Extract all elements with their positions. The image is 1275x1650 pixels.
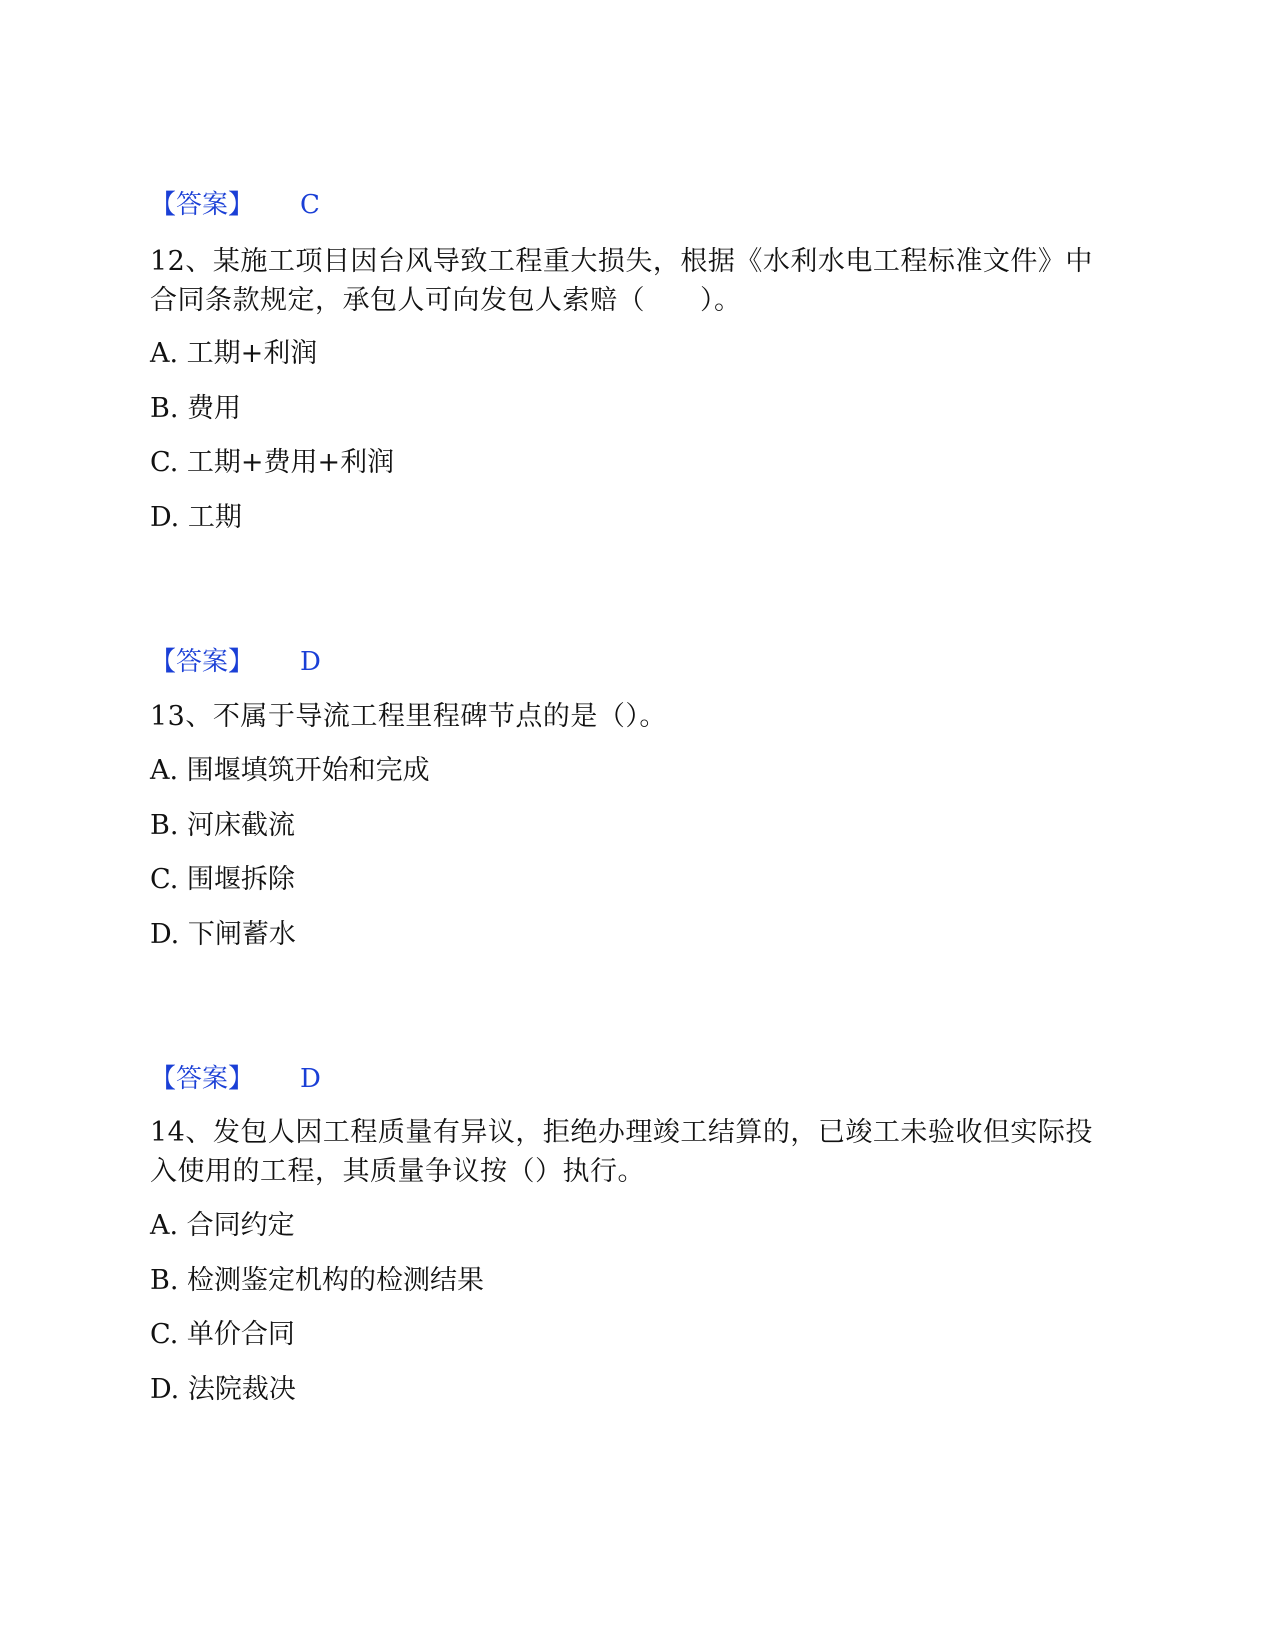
option-d: D. 工期 bbox=[150, 502, 242, 533]
option-b: B. 费用 bbox=[150, 393, 242, 424]
answer-value: D bbox=[300, 1064, 321, 1094]
option-c: C. 单价合同 bbox=[150, 1319, 295, 1350]
answer-line bbox=[150, 645, 321, 679]
option-d: D. 法院裁决 bbox=[150, 1374, 296, 1405]
question-13: 13、不属于导流工程里程碑节点的是（）。 bbox=[150, 701, 667, 732]
answer-value: C bbox=[300, 190, 320, 220]
answer-label: 【答案】 bbox=[150, 647, 255, 677]
option-a: A. 合同约定 bbox=[150, 1210, 295, 1241]
option-a: A. 工期+利润 bbox=[150, 338, 318, 369]
question-14: 14、发包人因工程质量有异议，拒绝办理竣工结算的，已竣工未验收但实际投入使用的工程，其质量争议按（）执行。 bbox=[150, 1117, 1093, 1187]
option-b: B. 检测鉴定机构的检测结果 bbox=[150, 1265, 485, 1296]
answer-label: 【答案】 bbox=[150, 1064, 255, 1094]
answer-value: D bbox=[300, 647, 321, 677]
option-b: B. 河床截流 bbox=[150, 810, 296, 841]
option-c: C. 围堰拆除 bbox=[150, 864, 295, 895]
answer-label: 【答案】 bbox=[150, 190, 255, 220]
question-12: 12、某施工项目因台风导致工程重大损失，根据《水利水电工程标准文件》中合同条款规定，承包人可向发包人索赔（ ）。 bbox=[150, 246, 1093, 316]
option-c: C. 工期+费用+利润 bbox=[150, 447, 395, 478]
answer-line bbox=[150, 188, 320, 222]
answer-line bbox=[150, 1062, 321, 1096]
option-d: D. 下闸蓄水 bbox=[150, 919, 296, 950]
option-a: A. 围堰填筑开始和完成 bbox=[150, 755, 430, 786]
